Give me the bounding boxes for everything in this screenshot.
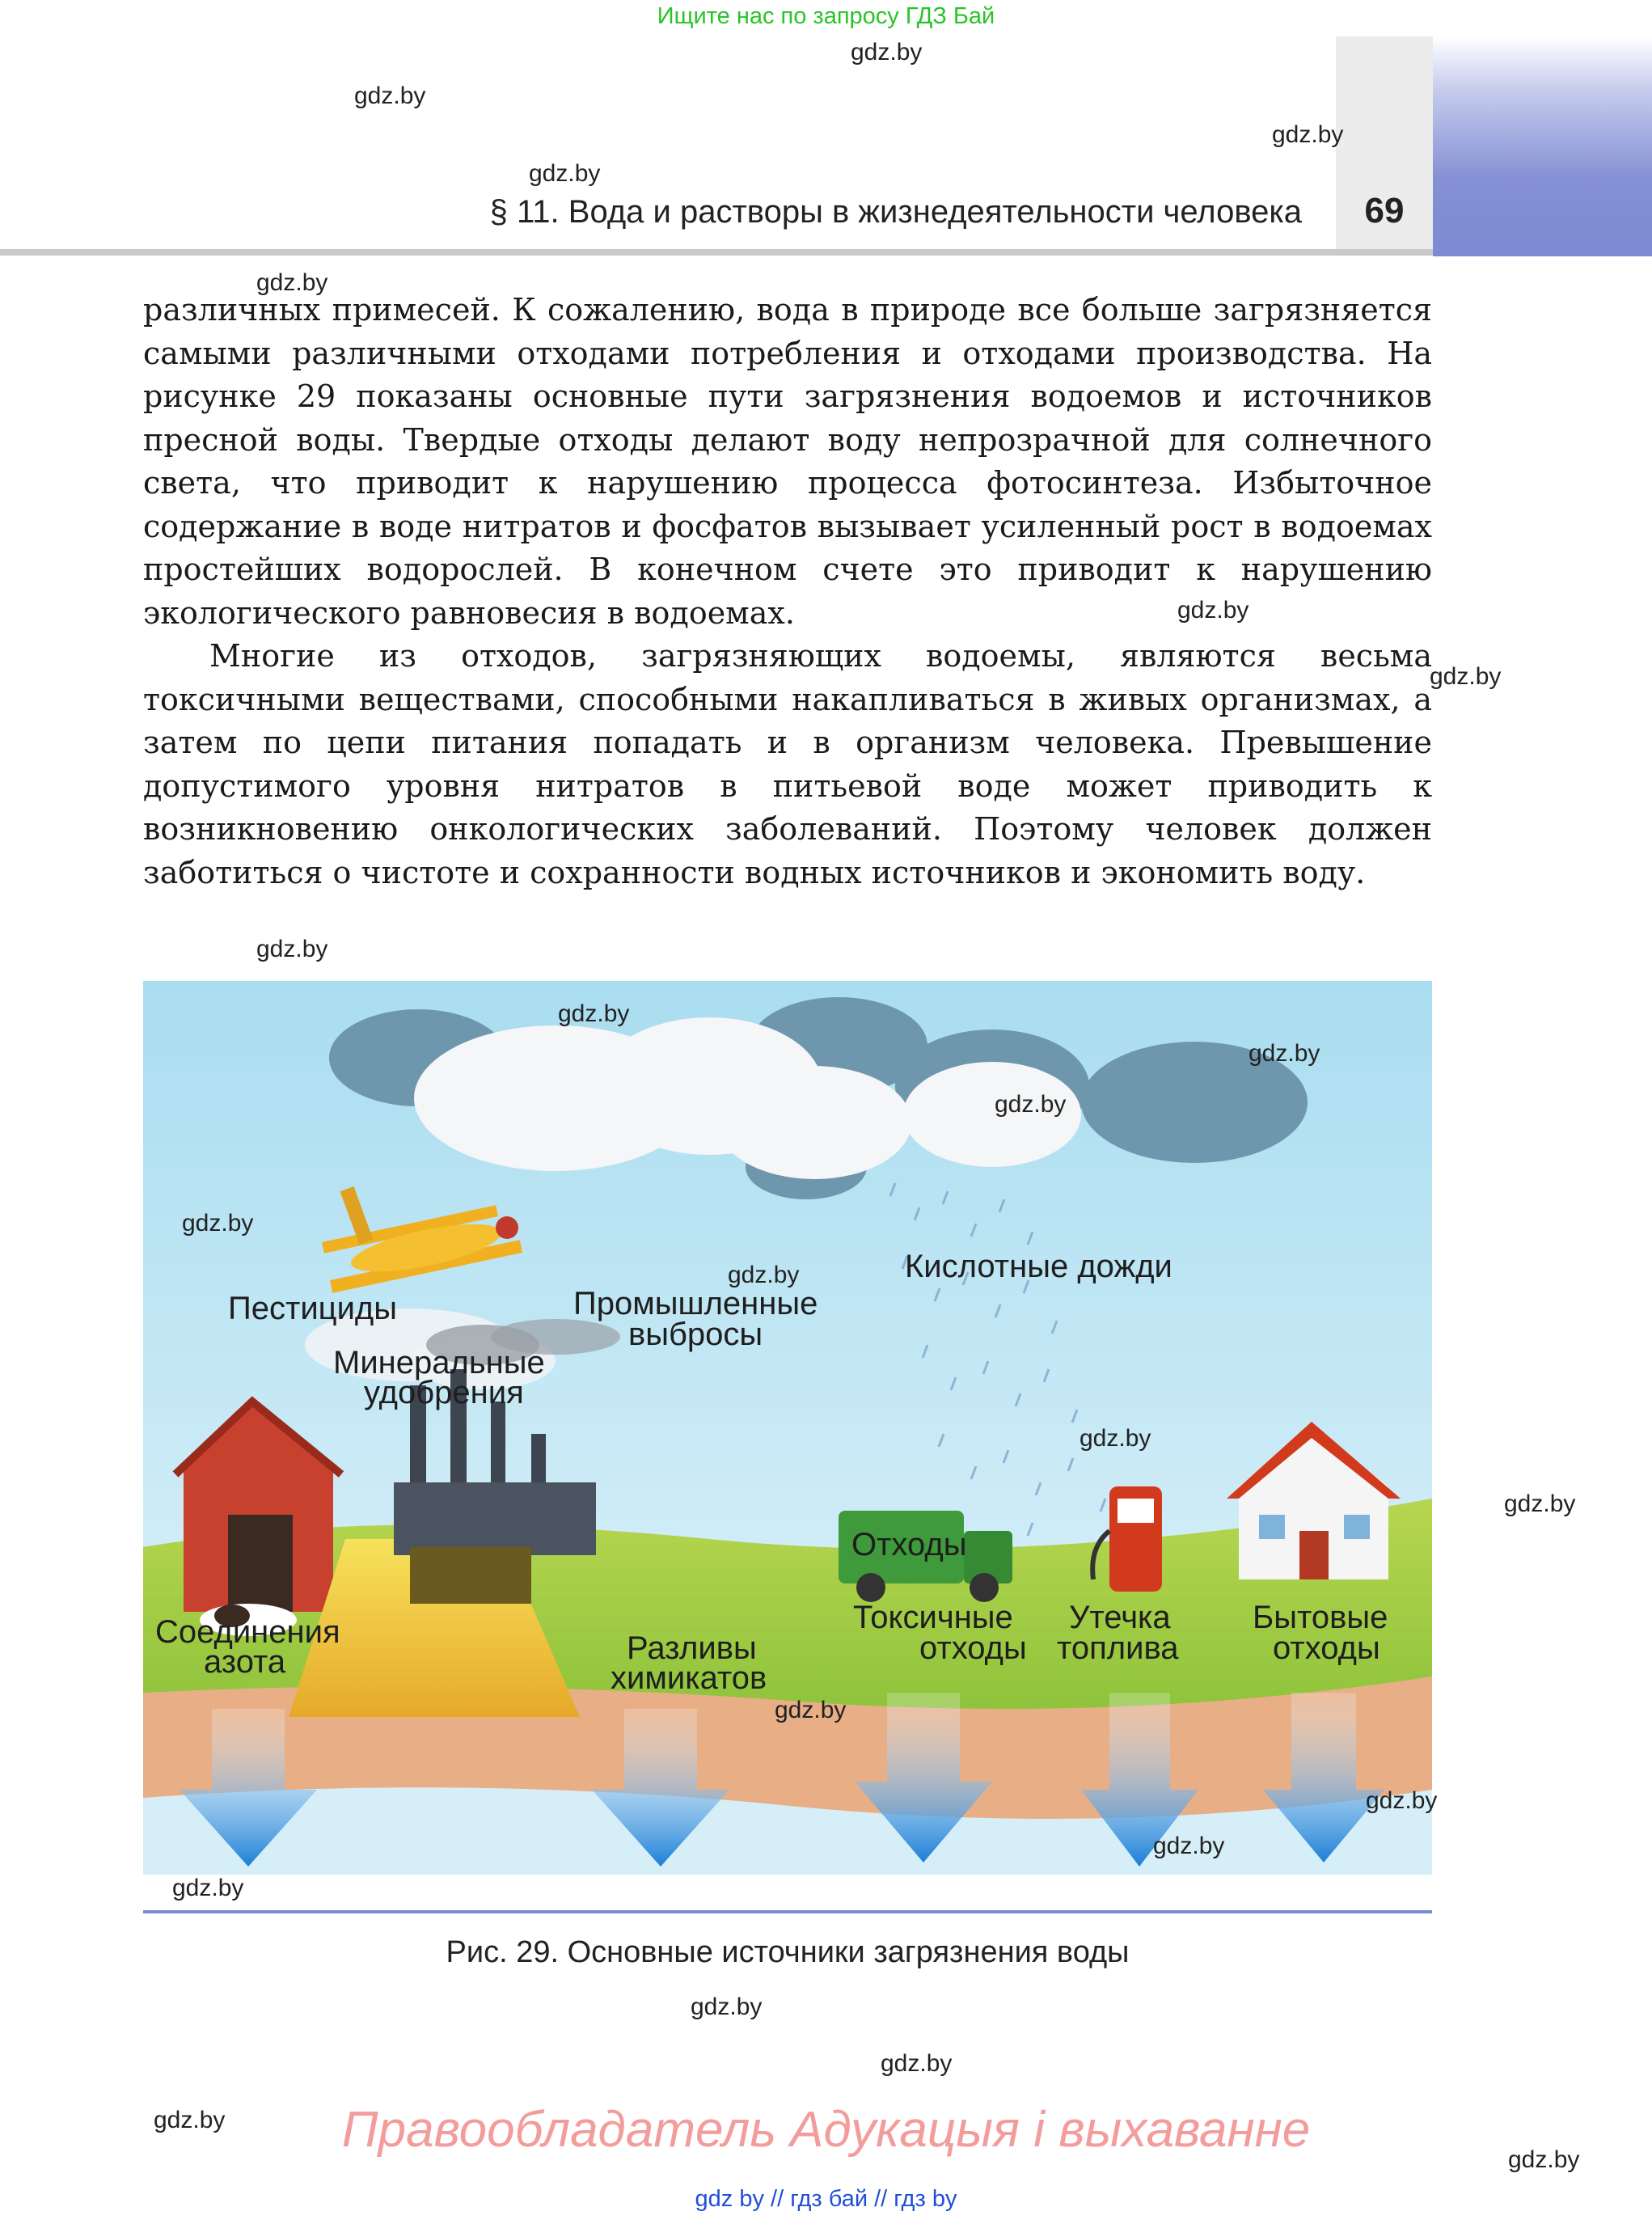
label-toxic-2: отходы	[919, 1630, 1027, 1666]
watermark: gdz.by	[851, 39, 923, 66]
figure-caption: Рис. 29. Основные источники загрязнения воды	[446, 1935, 1130, 1969]
label-household-1: Бытовые	[1253, 1600, 1388, 1635]
watermark: gdz.by	[1080, 1425, 1151, 1452]
label-nitrogen-1: Соединения	[155, 1614, 340, 1650]
label-fertilizers-1: Минеральные	[333, 1345, 545, 1380]
label-fertilizers-2: удобрения	[364, 1375, 524, 1410]
label-chemicals-1: Разливы	[627, 1630, 757, 1666]
pollution-figure	[143, 981, 1432, 1875]
running-head: § 11. Вода и растворы в жизнедеятельности человека	[489, 194, 1302, 230]
watermark: gdz.by	[728, 1262, 800, 1288]
watermark: gdz.by	[1153, 1833, 1225, 1859]
watermark: gdz.by	[691, 1994, 763, 2020]
label-nitrogen-2: азота	[204, 1644, 286, 1680]
watermark: gdz.by	[1177, 597, 1249, 624]
label-toxic-1: Токсичные	[853, 1600, 1013, 1635]
watermark: gdz.by	[881, 2050, 953, 2077]
figure-rule	[143, 1910, 1432, 1913]
watermark: gdz.by	[1366, 1787, 1438, 1814]
watermark: gdz.by	[182, 1210, 254, 1237]
watermark: gdz.by	[1430, 663, 1502, 690]
label-household-2: отходы	[1273, 1630, 1380, 1666]
watermark: gdz.by	[775, 1697, 847, 1723]
watermark: gdz.by	[1508, 2146, 1580, 2173]
header-rule	[0, 249, 1433, 256]
label-waste: Отходы	[851, 1527, 967, 1562]
watermark: gdz.by	[1272, 121, 1344, 148]
watermark: gdz.by	[354, 82, 426, 109]
label-pesticides: Пестициды	[228, 1291, 398, 1326]
body-paragraph-1: различных примесей. К сожалению, вода в природе все больше загрязняется самыми различными отходами потребления и отходами производства. На рисунке 29 показаны основные пути загрязнения водоемов и источников пресной воды. Твердые отходы делают воду непрозрачной для солнечного света, что приводит к нарушению процесса фотосинтеза. Избыточное содержание в воде нитратов и фосфатов вызывает усиленный рост в водоемах простейших водорослей. В конечном счете это приводит к нарушению экологического равновесия в водоемах.	[143, 292, 1432, 631]
top-banner: Ищите нас по запросу ГДЗ Бай	[657, 3, 995, 29]
page-number: 69	[1364, 191, 1405, 230]
watermark: gdz.by	[529, 160, 601, 187]
label-industrial-2: выбросы	[628, 1317, 763, 1352]
watermark: gdz.by	[995, 1091, 1067, 1118]
watermark: gdz.by	[154, 2107, 226, 2133]
bottom-links[interactable]: gdz by // гдз бай // гдз by	[695, 2186, 957, 2212]
label-chemicals-2: химикатов	[611, 1660, 767, 1696]
body-paragraph-2: Многие из отходов, загрязняющих водоемы, являются весьма токсичными веществами, способными накапливаться в живых организмах, а затем по цепи питания попадать и в организм человека. Превышение допустимого уровня нитратов в питьевой воде может приводить к возникновению онкологических заболеваний. Поэтому человек должен заботиться о чистоте и сохранности водных источников и экономить воду.	[143, 638, 1432, 890]
page-corner-gradient	[1433, 36, 1652, 256]
label-industrial-1: Промышленные	[573, 1286, 818, 1321]
label-fuel-1: Утечка	[1069, 1600, 1171, 1635]
watermark: gdz.by	[558, 1000, 630, 1027]
label-fuel-2: топлива	[1057, 1630, 1179, 1666]
watermark: gdz.by	[172, 1875, 244, 1901]
watermark: gdz.by	[256, 269, 328, 296]
copyright-notice: Правообладатель Адукацыя і выхаванне	[341, 2102, 1311, 2158]
watermark: gdz.by	[1249, 1040, 1320, 1067]
label-acid-rain: Кислотные дожди	[905, 1249, 1172, 1284]
watermark: gdz.by	[1504, 1490, 1576, 1517]
watermark: gdz.by	[256, 936, 328, 962]
